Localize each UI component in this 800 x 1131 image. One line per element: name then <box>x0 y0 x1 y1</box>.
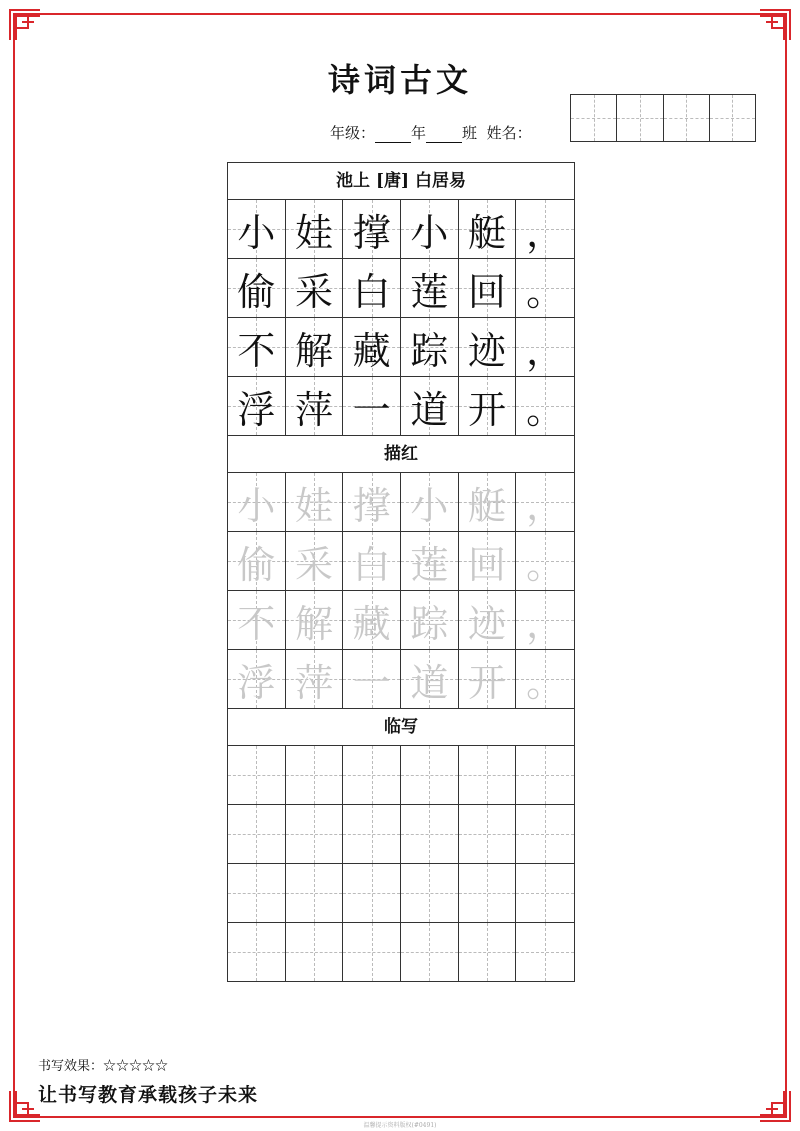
trace-cell <box>286 591 344 649</box>
class-label: 班 <box>462 124 478 142</box>
poem-cell <box>401 200 459 258</box>
poem-char: 娃 <box>295 210 334 255</box>
trace-char: 撑 <box>352 483 391 528</box>
trace-char: 解 <box>295 601 334 646</box>
poem-cell <box>459 377 517 435</box>
grade-blank[interactable] <box>375 128 411 143</box>
poem-grid <box>228 200 574 436</box>
poem-char: 道 <box>410 387 449 432</box>
trace-char: 浮 <box>237 660 276 705</box>
poem-cell <box>343 200 401 258</box>
poem-cell <box>516 377 574 435</box>
poem-char: 小 <box>237 210 276 255</box>
copy-cell[interactable] <box>516 746 574 804</box>
poem-header: 池上 [唐] 白居易 <box>228 163 574 200</box>
copy-grid[interactable] <box>228 746 574 981</box>
poem-cell <box>516 200 574 258</box>
name-cell[interactable] <box>617 95 663 141</box>
trace-row <box>228 591 574 650</box>
poem-cell <box>401 377 459 435</box>
poem-char: 艇 <box>468 210 507 255</box>
copy-cell[interactable] <box>286 864 344 922</box>
practice-sheet <box>227 162 575 982</box>
grade-label: 年级： <box>330 124 376 142</box>
trace-char: 。 <box>526 660 565 705</box>
trace-cell <box>286 650 344 708</box>
trace-cell <box>459 473 517 531</box>
trace-char: 白 <box>352 542 391 587</box>
trace-char: 迹 <box>468 601 507 646</box>
poem-cell <box>401 318 459 376</box>
trace-grid[interactable] <box>228 473 574 709</box>
copy-cell[interactable] <box>401 746 459 804</box>
name-grid[interactable] <box>570 94 756 142</box>
trace-cell <box>286 532 344 590</box>
poem-cell <box>228 377 286 435</box>
trace-cell <box>516 650 574 708</box>
student-info <box>330 122 532 143</box>
trace-cell <box>459 591 517 649</box>
poem-row <box>228 259 574 318</box>
poem-char: 采 <box>295 269 334 314</box>
poem-char: 。 <box>526 387 565 432</box>
trace-cell <box>401 532 459 590</box>
name-cell[interactable] <box>710 95 755 141</box>
poem-char: ， <box>526 328 565 373</box>
poem-cell <box>228 259 286 317</box>
class-blank[interactable] <box>426 128 462 143</box>
poem-cell <box>401 259 459 317</box>
poem-char: 踪 <box>410 328 449 373</box>
copy-cell[interactable] <box>228 746 286 804</box>
trace-row <box>228 473 574 532</box>
trace-char: 道 <box>410 660 449 705</box>
trace-cell <box>286 473 344 531</box>
copy-cell[interactable] <box>516 923 574 981</box>
trace-cell <box>401 650 459 708</box>
poem-cell <box>286 259 344 317</box>
trace-char: 艇 <box>468 483 507 528</box>
name-cell[interactable] <box>571 95 617 141</box>
poem-char: 莲 <box>410 269 449 314</box>
poem-char: 藏 <box>352 328 391 373</box>
copy-cell[interactable] <box>286 805 344 863</box>
trace-cell <box>401 473 459 531</box>
copy-cell[interactable] <box>343 805 401 863</box>
poem-cell <box>286 200 344 258</box>
poem-cell <box>286 318 344 376</box>
rating <box>38 1055 168 1074</box>
slogan: 让书写教育承载孩子未来 <box>38 1084 259 1106</box>
trace-row <box>228 532 574 591</box>
trace-char: 采 <box>295 542 334 587</box>
name-cell[interactable] <box>664 95 710 141</box>
name-label: 姓名： <box>486 124 532 142</box>
trace-char: ， <box>526 601 565 646</box>
poem-char: 回 <box>468 269 507 314</box>
poem-char: 一 <box>352 387 391 432</box>
copy-cell[interactable] <box>516 864 574 922</box>
copy-row <box>228 923 574 981</box>
poem-cell <box>516 259 574 317</box>
trace-cell <box>228 532 286 590</box>
trace-cell <box>343 473 401 531</box>
copy-cell[interactable] <box>286 923 344 981</box>
trace-cell <box>401 591 459 649</box>
poem-cell <box>516 318 574 376</box>
trace-header: 描红 <box>228 436 574 473</box>
copy-row <box>228 746 574 805</box>
poem-cell <box>343 377 401 435</box>
trace-row <box>228 650 574 708</box>
trace-cell <box>343 532 401 590</box>
trace-char: 小 <box>410 483 449 528</box>
year-label: 年 <box>411 124 427 142</box>
trace-cell <box>516 532 574 590</box>
poem-row <box>228 318 574 377</box>
trace-cell <box>343 650 401 708</box>
page-title: 诗词古文 <box>327 61 472 99</box>
poem-row <box>228 377 574 435</box>
trace-cell <box>459 650 517 708</box>
trace-char: 回 <box>468 542 507 587</box>
trace-char: 藏 <box>352 601 391 646</box>
poem-cell <box>343 318 401 376</box>
copy-cell[interactable] <box>228 864 286 922</box>
copy-cell[interactable] <box>286 746 344 804</box>
trace-char: 小 <box>237 483 276 528</box>
poem-cell <box>459 200 517 258</box>
trace-char: 娃 <box>295 483 334 528</box>
trace-char: 。 <box>526 542 565 587</box>
corner-ornament-bottom-left <box>8 1089 42 1123</box>
trace-char: 不 <box>237 601 276 646</box>
poem-char: 偷 <box>237 269 276 314</box>
poem-char: 小 <box>410 210 449 255</box>
poem-cell <box>286 377 344 435</box>
trace-cell <box>516 591 574 649</box>
copy-cell[interactable] <box>459 923 517 981</box>
copy-cell[interactable] <box>343 864 401 922</box>
copy-cell[interactable] <box>401 805 459 863</box>
copy-cell[interactable] <box>401 864 459 922</box>
poem-cell <box>228 200 286 258</box>
trace-char: 一 <box>352 660 391 705</box>
copy-cell[interactable] <box>401 923 459 981</box>
trace-char: 偷 <box>237 542 276 587</box>
poem-char: 解 <box>295 328 334 373</box>
corner-ornament-bottom-right <box>758 1089 792 1123</box>
copy-cell[interactable] <box>228 805 286 863</box>
copy-cell[interactable] <box>459 805 517 863</box>
poem-cell <box>459 318 517 376</box>
trace-char: 开 <box>468 660 507 705</box>
trace-cell <box>228 473 286 531</box>
copy-cell[interactable] <box>516 805 574 863</box>
trace-cell <box>228 650 286 708</box>
poem-char: 白 <box>352 269 391 314</box>
trace-char: ， <box>526 483 565 528</box>
rating-stars-icon[interactable]: ☆☆☆☆☆ <box>103 1059 169 1074</box>
copy-header: 临写 <box>228 709 574 746</box>
copy-cell[interactable] <box>228 923 286 981</box>
poem-char: 萍 <box>295 387 334 432</box>
poem-cell <box>228 318 286 376</box>
trace-cell <box>228 591 286 649</box>
copy-cell[interactable] <box>343 923 401 981</box>
copy-cell[interactable] <box>343 746 401 804</box>
trace-cell <box>459 532 517 590</box>
copy-cell[interactable] <box>459 864 517 922</box>
trace-char: 莲 <box>410 542 449 587</box>
poem-cell <box>343 259 401 317</box>
poem-char: ， <box>526 210 565 255</box>
poem-char: 开 <box>468 387 507 432</box>
footer-watermark: 温馨提示资料版权(#0491) <box>363 1122 437 1129</box>
trace-char: 踪 <box>410 601 449 646</box>
copy-row <box>228 864 574 923</box>
poem-char: 撑 <box>352 210 391 255</box>
trace-char: 萍 <box>295 660 334 705</box>
poem-char: 。 <box>526 269 565 314</box>
poem-char: 不 <box>237 328 276 373</box>
trace-cell <box>343 591 401 649</box>
poem-cell <box>459 259 517 317</box>
poem-char: 浮 <box>237 387 276 432</box>
rating-label: 书写效果： <box>38 1059 104 1074</box>
corner-ornament-top-right <box>758 8 792 42</box>
poem-char: 迹 <box>468 328 507 373</box>
copy-cell[interactable] <box>459 746 517 804</box>
poem-row <box>228 200 574 259</box>
trace-cell <box>516 473 574 531</box>
copy-row <box>228 805 574 864</box>
corner-ornament-top-left <box>8 8 42 42</box>
